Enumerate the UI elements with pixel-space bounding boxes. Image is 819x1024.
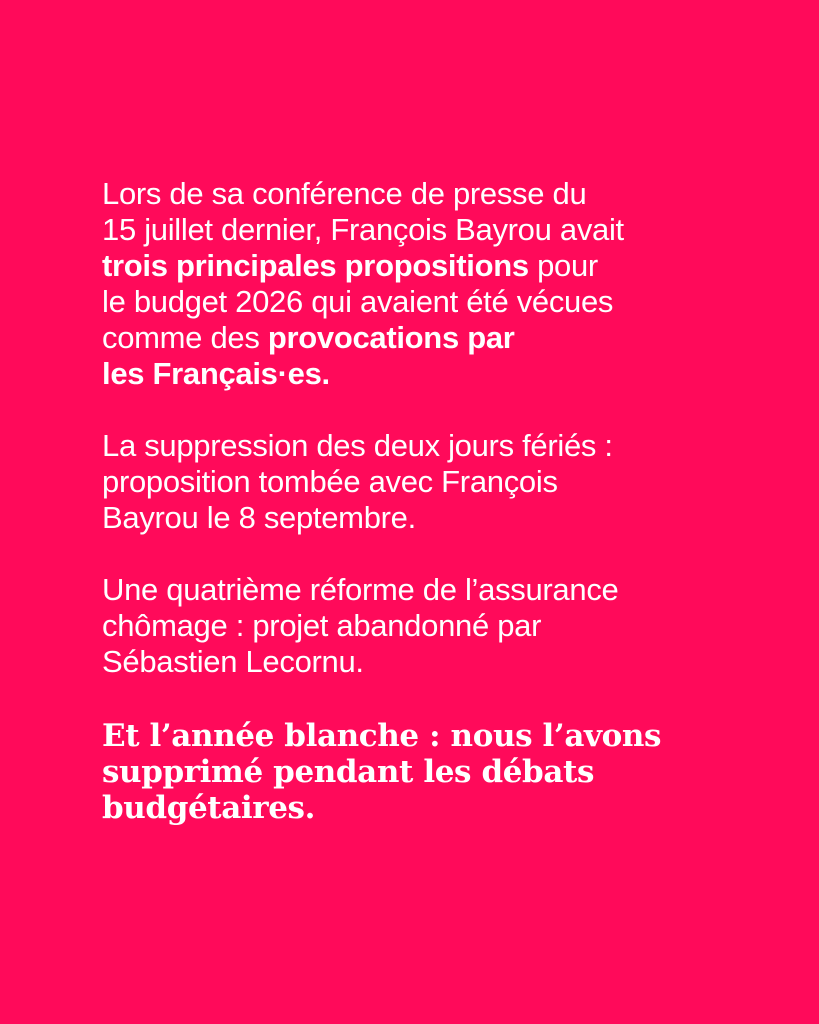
text-line xyxy=(102,464,782,500)
closing-line: budgétaires. xyxy=(102,790,315,826)
text-segment: 15 juillet dernier, François Bayrou avait xyxy=(102,212,624,247)
unemployment-paragraph xyxy=(102,572,782,680)
bold-text-segment: trois principales propositions xyxy=(102,248,529,283)
text-line xyxy=(102,176,782,212)
text-line xyxy=(102,428,782,464)
text-line xyxy=(102,356,782,392)
text-line xyxy=(102,608,782,644)
text-segment: La suppression des deux jours fériés : xyxy=(102,428,613,463)
text-segment: chômage : projet abandonné par xyxy=(102,608,542,643)
closing-statement xyxy=(102,718,782,826)
text-segment: proposition tombée avec François xyxy=(102,464,558,499)
text-line xyxy=(102,212,782,248)
text-segment: pour xyxy=(528,248,598,283)
closing-line: supprimé pendant les débats xyxy=(102,754,594,790)
text-line xyxy=(102,644,782,680)
text-segment: Sébastien Lecornu. xyxy=(102,644,364,679)
text-segment: le budget 2026 qui avaient été vécues xyxy=(102,284,614,319)
text-content xyxy=(102,176,782,826)
text-line xyxy=(102,500,782,536)
text-segment: Bayrou le 8 septembre. xyxy=(102,500,416,535)
closing-line: Et l’année blanche : nous l’avons xyxy=(102,718,662,754)
text-segment: comme des xyxy=(102,320,268,355)
intro-paragraph xyxy=(102,176,782,392)
text-line xyxy=(102,320,782,356)
text-line xyxy=(102,248,782,284)
holidays-paragraph xyxy=(102,428,782,536)
bold-text-segment: provocations par xyxy=(267,320,515,355)
text-segment: Une quatrième réforme de l’assurance xyxy=(102,572,619,607)
text-segment: Lors de sa conférence de presse du xyxy=(102,176,587,211)
text-line xyxy=(102,572,782,608)
text-line xyxy=(102,284,782,320)
bold-text-segment: les Français·es. xyxy=(102,356,330,391)
